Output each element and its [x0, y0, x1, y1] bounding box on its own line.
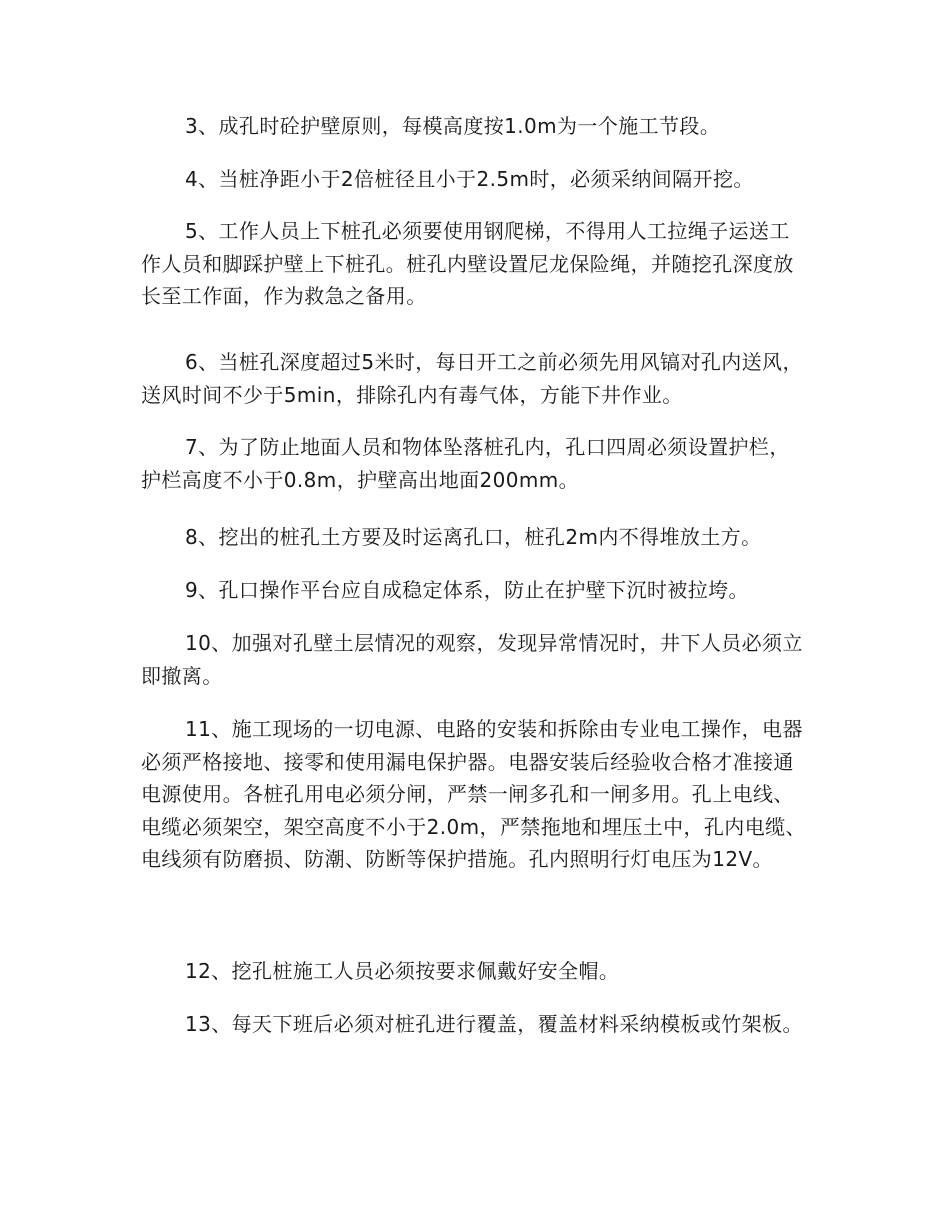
paragraph-item-6: 6、当桩孔深度超过5米时，每日开工之前必须先用风镐对孔内送风，送风时间不少于5min，排除孔内有毒气体，方能下井作业。 [141, 350, 803, 407]
paragraph-item-3: 3、成孔时砼护壁原则，每模高度按1.0m为一个施工节段。 [185, 114, 721, 138]
paragraph-item-9: 9、孔口操作平台应自成稳定体系，防止在护壁下沉时被拉垮。 [185, 578, 749, 602]
paragraph-item-5: 5、工作人员上下桩孔必须要使用钢爬梯，不得用人工拉绳子运送工作人员和脚踩护壁上下桩孔。桩孔内壁设置尼龙保险绳，并随挖孔深度放长至工作面，作为救急之备用。 [141, 219, 794, 309]
paragraph-item-10: 10、加强对孔壁土层情况的观察，发现异常情况时，井下人员必须立即撤离。 [141, 631, 803, 688]
paragraph-item-12: 12、挖孔桩施工人员必须按要求佩戴好安全帽。 [185, 959, 620, 983]
paragraph-item-7: 7、为了防止地面人员和物体坠落桩孔内，孔口四周必须设置护栏，护栏高度不小于0.8m，护壁高出地面200mm。 [141, 435, 790, 492]
paragraph-item-11: 11、施工现场的一切电源、电路的安装和拆除由专业电工操作，电器必须严格接地、接零和使用漏电保护器。电器安装后经验收合格才准接通电源使用。各桩孔用电必须分闸，严禁一闸多孔和一闸多用。孔上电线、电缆必须架空，架空高度不小于2.0m，严禁拖地和埋压土中，孔内电缆、电线须有防磨损、防潮、防断等保护措施。孔内照明行灯电压为12V。 [141, 717, 806, 872]
paragraph-item-13: 13、每天下班后必须对桩孔进行覆盖，覆盖材料采纳模板或竹架板。 [185, 1012, 803, 1036]
paragraph-item-4: 4、当桩净距小于2倍桩径且小于2.5m时，必须采纳间隔开挖。 [185, 167, 754, 191]
paragraph-item-8: 8、挖出的桩孔土方要及时运离孔口，桩孔2m内不得堆放土方。 [185, 525, 762, 549]
